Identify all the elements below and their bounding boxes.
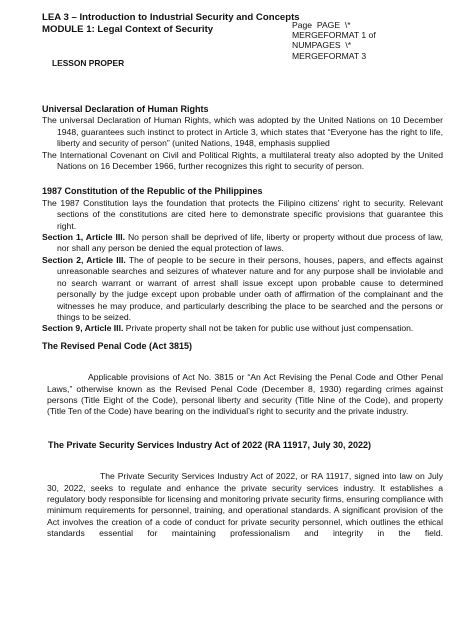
section-2-label: Section 2, Article III.	[42, 254, 126, 265]
psa-paragraph: The Private Security Services Industry Act of 2022, or RA 11917, signed into law on July 30, 2022, seeks to regulate and enhance the private security services industry. It establishes a regulatory body responsible for licensing and monitoring private security firms, ensuring compliance with minimum requirements for personnel, training, and operational standards. A significant provision of the Act involves the creation of a code of conduct for private security personnel, which outlines the ethical standards essential for maintaining professionalism and integrity in the field.	[47, 471, 443, 539]
section-9-text: Private property shall not be taken for public use without just compensation.	[123, 323, 414, 334]
page-number-field: Page PAGE \* MERGEFORMAT 1 of NUMPAGES \* MERGEFORMAT 3	[292, 20, 376, 61]
module-title: MODULE 1: Legal Context of Security	[42, 23, 214, 35]
section-1-paragraph	[42, 232, 443, 255]
section-1-label: Section 1, Article III.	[42, 232, 126, 243]
rpc-heading: The Revised Penal Code (Act 3815)	[42, 340, 193, 351]
constitution-heading: 1987 Constitution of the Republic of the Philippines	[42, 186, 263, 197]
section-1-text: No person shall be deprived of life, liberty or property without due process of law, nor shall any person be denied the equal protection of laws.	[57, 232, 443, 254]
udhr-paragraph: The universal Declaration of Human Rights, which was adopted by the United Nations on 10 December 1948, guarantees such instinct to protect in Article 3, which states that “Everyone has the right to life, liberty and security of person” (united Nations, 1948, emphasis supplied	[42, 115, 443, 149]
iccpr-paragraph: The International Covenant on Civil and Political Rights, a multilateral treaty also adopted by the United Nations on 16 December 1966, further recognizes this right to security of person.	[42, 149, 443, 172]
section-2-text: The of people to be secure in their persons, houses, papers, and effects against unreasonable searches and seizures of whatever nature and for any purpose shall be inviolable and no search warrant or warrant of arrest shall issue except upon probable cause to determined personally by the judge except upon probable under oath of affirmation of the complainant and the witnesses he may produce, and particularly describing the place to be searched and the persons or things to be seized.	[57, 254, 443, 322]
psa-heading: The Private Security Services Industry Act of 2022 (RA 11917, July 30, 2022)	[48, 439, 371, 450]
section-9-paragraph	[42, 323, 443, 334]
lesson-label: LESSON PROPER	[52, 58, 125, 68]
document-body	[42, 104, 443, 540]
course-title: LEA 3 – Introduction to Industrial Security and Concepts	[42, 12, 300, 23]
udhr-heading: Universal Declaration of Human Rights	[42, 104, 209, 114]
section-9-label: Section 9, Article III.	[42, 323, 124, 334]
constitution-intro: The 1987 Constitution lays the foundation that protects the Filipino citizens' right to security. Relevant sections of the constitutions are cited here to demonstrate specific provisions that guarantee this right.	[42, 197, 443, 231]
page-header	[42, 12, 300, 35]
rpc-paragraph: Applicable provisions of Act No. 3815 or “An Act Revising the Penal Code and Other Penal Laws,” otherwise known as the Revised Penal Code (December 8, 1930) regarding crimes against persons (Title Eight of the Code), personal liberty and security (Title Nine of the Code), and property (Title Ten of the Code) have bearing on the individual’s right to security and the private industry.	[47, 372, 443, 417]
section-2-paragraph	[42, 255, 443, 323]
